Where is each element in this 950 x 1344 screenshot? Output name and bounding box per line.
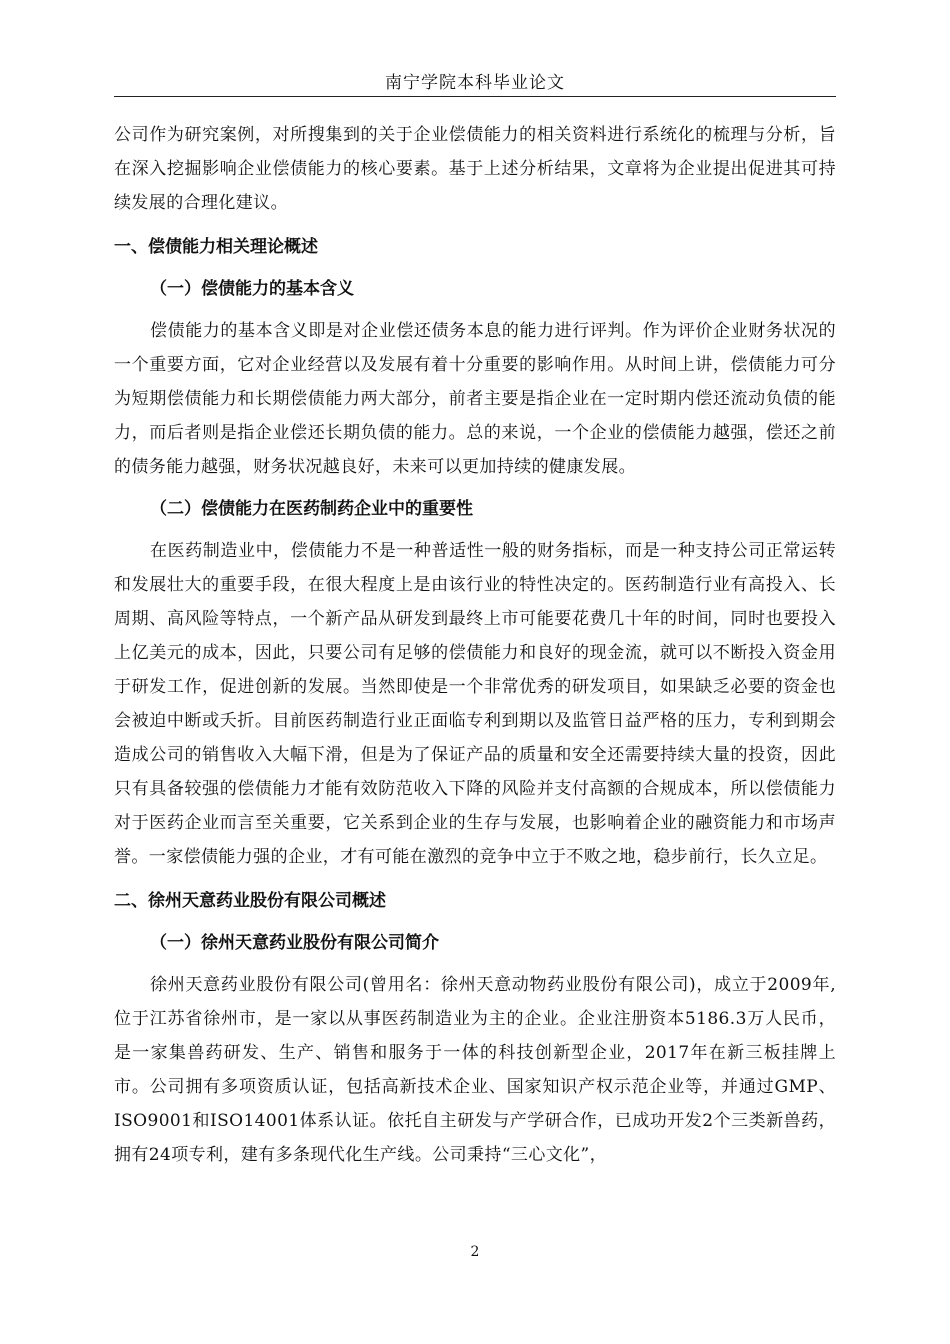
intro-paragraph: 公司作为研究案例，对所搜集到的关于企业偿债能力的相关资料进行系统化的梳理与分析，旨在深入挖掘影响企业偿债能力的核心要素。基于上述分析结果，文章将为企业提出促进其可持续发展的合理化建议。 xyxy=(114,125,836,213)
section-heading-1: 一、偿债能力相关理论概述 xyxy=(114,237,318,257)
subsection-heading-1-2: （二）偿债能力在医药制药企业中的重要性 xyxy=(150,499,473,519)
running-header: 南宁学院本科毕业论文 xyxy=(385,73,565,93)
paragraph-2-1: 徐州天意药业股份有限公司(曾用名：徐州天意动物药业股份有限公司)，成立于2009年,位于江苏省徐州市，是一家以从事医药制造业为主的企业。企业注册资本5186.3万人民币，是一家集兽药研发、生产、销售和服务于一体的科技创新型企业，2017年在新三板挂牌上市。公司拥有多项资质认证，包括高新技术企业、国家知识产权示范企业等，并通过GMP、ISO9001和ISO14001体系认证。依托自主研发与产学研合作，已成功开发2个三类新兽药，拥有24项专利，建有多条现代化生产线。公司秉持“三心文化”， xyxy=(114,975,836,1165)
paragraph-1-2: 在医药制造业中，偿债能力不是一种普适性一般的财务指标，而是一种支持公司正常运转和发展壮大的重要手段，在很大程度上是由该行业的特性决定的。医药制造行业有高投入、长周期、高风险等特点，一个新产品从研发到最终上市可能要花费几十年的时间，同时也要投入上亿美元的成本，因此，只要公司有足够的偿债能力和良好的现金流，就可以不断投入资金用于研发工作，促进创新的发展。当然即使是一个非常优秀的研发项目，如果缺乏必要的资金也会被迫中断或夭折。目前医药制造行业正面临专利到期以及监管日益严格的压力，专利到期会造成公司的销售收入大幅下滑，但是为了保证产品的质量和安全还需要持续大量的投资，因此只有具备较强的偿债能力才能有效防范收入下降的风险并支付高额的合规成本，所以偿债能力对于医药企业而言至关重要，它关系到企业的生存与发展，也影响着企业的融资能力和市场声誉。一家偿债能力强的企业，才有可能在激烈的竞争中立于不败之地，稳步前行，长久立足。 xyxy=(114,541,836,867)
section-heading-2: 二、徐州天意药业股份有限公司概述 xyxy=(114,891,386,911)
subsection-heading-1-1: （一）偿债能力的基本含义 xyxy=(150,279,354,299)
page-content xyxy=(114,118,836,1172)
header-divider xyxy=(114,96,836,97)
page-number: 2 xyxy=(470,1244,480,1260)
subsection-heading-2-1: （一）徐州天意药业股份有限公司简介 xyxy=(150,933,439,953)
paragraph-1-1: 偿债能力的基本含义即是对企业偿还债务本息的能力进行评判。作为评价企业财务状况的一个重要方面，它对企业经营以及发展有着十分重要的影响作用。从时间上讲，偿债能力可分为短期偿债能力和长期偿债能力两大部分，前者主要是指企业在一定时期内偿还流动负债的能力，而后者则是指企业偿还长期负债的能力。总的来说，一个企业的偿债能力越强，偿还之前的债务能力越强，财务状况越良好，未来可以更加持续的健康发展。 xyxy=(114,321,836,477)
